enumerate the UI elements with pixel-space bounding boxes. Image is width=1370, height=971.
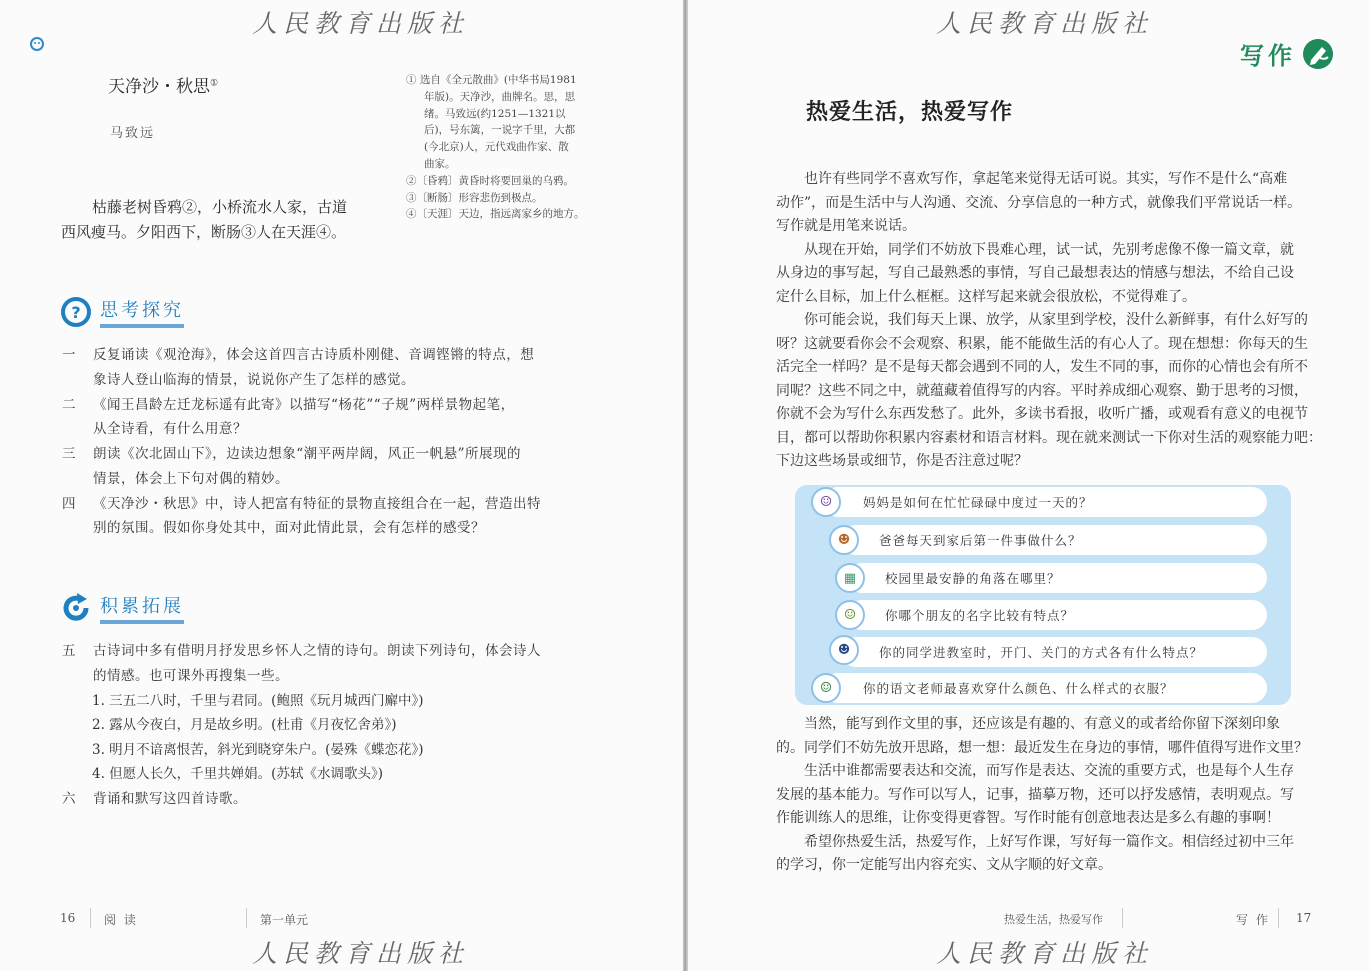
verse-list <box>60 689 605 787</box>
item-text: 《闻王昌龄左迁龙标遥有此寄》以描写“杨花”“子规”两样景物起笔， <box>93 396 515 413</box>
refresh-arrow-icon <box>60 592 92 624</box>
question-item <box>841 637 1267 667</box>
footer-title: 热爱生活，热爱写作 <box>1004 913 1103 926</box>
badge-label: 写作 <box>1240 41 1296 70</box>
question-item <box>823 673 1267 703</box>
section-think-explore <box>60 296 184 328</box>
item-text: 象诗人登山临海的情景，说说你产生了怎样的感觉。 <box>93 371 415 388</box>
footnote-line: 绪。马致远(约1251—1321以 <box>424 107 566 120</box>
list-item <box>60 492 605 542</box>
paragraph-line: 生活中谁都需要表达和交流，而写作是表达、交流的重要方式，也是每个人生存 <box>804 763 1294 779</box>
paragraph-line: 同呢？这些不同之中，就蕴藏着值得写的内容。平时养成细心观察、勤于思考的习惯， <box>776 382 1308 399</box>
mother-icon: ☺ <box>811 487 841 517</box>
item-text: 反复诵读《观沧海》，体会这首四言古诗质朴刚健、音调铿锵的特点，想 <box>93 347 535 363</box>
question-circle-icon <box>60 296 92 328</box>
item-text: 的情感。也可课外再搜集一些。 <box>93 667 289 684</box>
paragraph-line: 目，都可以帮助你积累内容素材和语言材料。现在就来测试一下你对生活的观察能力吧： <box>776 429 1322 446</box>
footer-divider <box>1278 908 1279 928</box>
paragraph-line: 下边这些场景或细节，你是否注意过呢？ <box>776 453 1028 469</box>
footnote-line: 年版)。天净沙，曲牌名。思，思 <box>424 90 576 103</box>
footnote-line: ②〔昏鸦〕黄昏时将要回巢的乌鸦。 <box>406 174 574 187</box>
item-number: 一 <box>62 347 76 363</box>
paragraph-line: 也许有些同学不喜欢写作，拿起笔来觉得无话可说。其实，写作不是什么“高难 <box>804 171 1288 187</box>
footer-divider <box>90 908 91 928</box>
section-title: 积累拓展 <box>100 592 184 624</box>
verse-item: 4. 但愿人长久，千里共婵娟。(苏轼《水调歌头》) <box>92 766 383 782</box>
footnote-line: 曲家。 <box>424 157 456 170</box>
item-text: 背诵和默写这四首诗歌。 <box>93 790 247 807</box>
poem-title: 天净沙・秋思① <box>108 77 219 97</box>
footnotes <box>406 72 606 223</box>
poem-author: 马致远 <box>110 126 156 141</box>
footnote-line: (今北京)人，元代戏曲作家、散 <box>424 141 569 154</box>
writing-badge <box>1240 36 1334 71</box>
item-text: 朗读《次北固山下》，边读边想象“潮平两岸阔，风正一帆悬”所展现的 <box>93 446 522 462</box>
paragraph-line: 呀？这就要看你会不会观察、积累，能不能做生活的有心人了。现在想想：你每天的生 <box>776 335 1308 352</box>
footer-section: 写 作 <box>1236 913 1270 927</box>
publisher-footer: 人民教育出版社 <box>252 939 470 968</box>
smiley-icon <box>30 37 44 51</box>
paragraph-line: 活完全一样吗？是不是每天都会遇到不同的人，发生不同的事，而你的心情也会有所不 <box>776 359 1308 375</box>
item-text: 别的氛围。假如你身处其中，面对此情此景，会有怎样的感受？ <box>93 520 485 536</box>
question-text: 校园里最安静的角落在哪里？ <box>885 571 1061 586</box>
school-building-icon: ▦ <box>835 563 865 593</box>
paragraph-line: 发展的基本能力。写作可以写人，记事，描摹万物，还可以抒发感情，表明观点。写 <box>776 786 1294 803</box>
right-page <box>688 0 1370 971</box>
item-text: 情景，体会上下句对偶的精妙。 <box>93 470 289 487</box>
footer-divider <box>246 908 247 928</box>
question-item <box>823 487 1267 517</box>
item-text: 《天净沙・秋思》中，诗人把富有特征的景物直接组合在一起，营造出特 <box>93 495 541 512</box>
paragraph-line: 当然，能写到作文里的事，还应该是有趣的、有意义的或者给你留下深刻印象 <box>804 716 1280 732</box>
accumulate-items <box>60 639 605 813</box>
svg-text:?: ? <box>71 303 81 322</box>
classmate-icon: ☻ <box>829 635 859 665</box>
list-item <box>60 787 605 813</box>
item-number: 五 <box>62 643 76 659</box>
teacher-icon: ☺ <box>811 673 841 703</box>
paragraph-line: 的学习，你一定能写出内容充实、文从字顺的好文章。 <box>776 857 1112 873</box>
friend-icon: ☺ <box>835 600 865 630</box>
paragraph-line: 希望你热爱生活，热爱写作，上好写作课，写好每一篇作文。相信经过初中三年 <box>804 833 1294 850</box>
footnote-line: ④〔天涯〕天边，指远离家乡的地方。 <box>406 208 585 221</box>
paragraph-line: 的。同学们不妨先放开思路，想一想：最近发生在身边的事情，哪件值得写进作文里？ <box>776 739 1308 756</box>
list-item <box>60 393 605 443</box>
section-accumulate-expand <box>60 592 184 624</box>
item-number: 四 <box>62 495 76 512</box>
page-title: 热爱生活，热爱写作 <box>806 99 1014 125</box>
page-number: 16 <box>60 911 76 925</box>
paragraph-line: 你就不会为写什么东西发愁了。此外，多读书看报，收听广播，或观看有意义的电视节 <box>776 406 1308 422</box>
page-number: 17 <box>1296 911 1312 925</box>
question-item <box>847 600 1267 630</box>
poem-line-2: 西风瘦马。夕阳西下，断肠③人在天涯④。 <box>61 223 347 241</box>
question-text: 你哪个朋友的名字比较有特点？ <box>885 608 1075 623</box>
paragraph-line: 写作就是用笔来说话。 <box>776 218 916 234</box>
list-item <box>60 639 605 689</box>
publisher-footer: 人民教育出版社 <box>936 939 1154 968</box>
left-page <box>0 0 683 971</box>
publisher-header: 人民教育出版社 <box>252 9 470 38</box>
list-item <box>60 442 605 492</box>
paragraph-line: 作能训练人的思维，让你变得更睿智。写作时能有创意地表达是多么有趣的事啊！ <box>776 810 1280 826</box>
footnote-line: ③〔断肠〕形容悲伤到极点。 <box>406 191 543 204</box>
footnote-line: 后)，号东篱，一说字千里，大都 <box>424 124 576 137</box>
poem-line-1: 枯藤老树昏鸦②，小桥流水人家，古道 <box>92 198 348 216</box>
father-icon: ☻ <box>829 525 859 555</box>
footer-unit: 第一单元 <box>260 913 309 927</box>
verse-item: 2. 露从今夜白，月是故乡明。(杜甫《月夜忆舍弟》) <box>92 717 397 733</box>
paragraph-line: 定什么目标，加上什么框框。这样写起来就会很放松，不觉得难了。 <box>776 288 1196 305</box>
item-number: 三 <box>62 446 76 462</box>
item-number: 二 <box>62 396 76 413</box>
paragraph-line: 从身边的事写起，写自己最熟悉的事情，写自己最想表达的情感与想法，不给自己设 <box>776 265 1294 281</box>
observation-questions-panel <box>795 485 1291 705</box>
item-number: 六 <box>62 790 76 807</box>
question-text: 你的同学进教室时，开门、关门的方式各有什么特点？ <box>879 645 1204 660</box>
question-item <box>841 525 1267 555</box>
section-title: 思考探究 <box>100 296 184 328</box>
question-text: 妈妈是如何在忙忙碌碌中度过一天的？ <box>863 495 1093 510</box>
verse-item: 3. 明月不谙离恨苦，斜光到晓穿朱户。(晏殊《蝶恋花》) <box>92 741 424 758</box>
footnote-line: ① 选自《全元散曲》(中华书局1981 <box>406 74 577 86</box>
paragraph-line: 动作”，而是生活中与人沟通、交流、分享信息的一种方式，就像我们平常说话一样。 <box>776 194 1302 211</box>
paragraph-line: 从现在开始，同学们不妨放下畏难心理，试一试，先别考虑像不像一篇文章，就 <box>804 241 1294 258</box>
pen-circle-icon <box>1302 38 1334 70</box>
footer-section: 阅 读 <box>104 913 138 927</box>
item-text: 古诗词中多有借明月抒发思乡怀人之情的诗句。朗读下列诗句，体会诗人 <box>93 643 541 659</box>
list-item <box>60 343 605 393</box>
article-body-top <box>776 168 1321 474</box>
article-body-bottom <box>776 713 1321 878</box>
paragraph-line: 你可能会说，我们每天上课、放学，从家里到学校，没什么新鲜事，有什么好写的 <box>804 312 1308 328</box>
question-text: 爸爸每天到家后第一件事做什么？ <box>879 533 1082 548</box>
verse-item: 1. 三五二八时，千里与君同。(鲍照《玩月城西门廨中》) <box>92 692 424 709</box>
think-explore-items <box>60 343 605 541</box>
item-text: 从全诗看，有什么用意？ <box>93 421 247 437</box>
footer-divider <box>1122 908 1123 928</box>
question-item <box>847 563 1267 593</box>
publisher-header: 人民教育出版社 <box>936 9 1154 38</box>
question-text: 你的语文老师最喜欢穿什么颜色、什么样式的衣服？ <box>863 681 1174 696</box>
